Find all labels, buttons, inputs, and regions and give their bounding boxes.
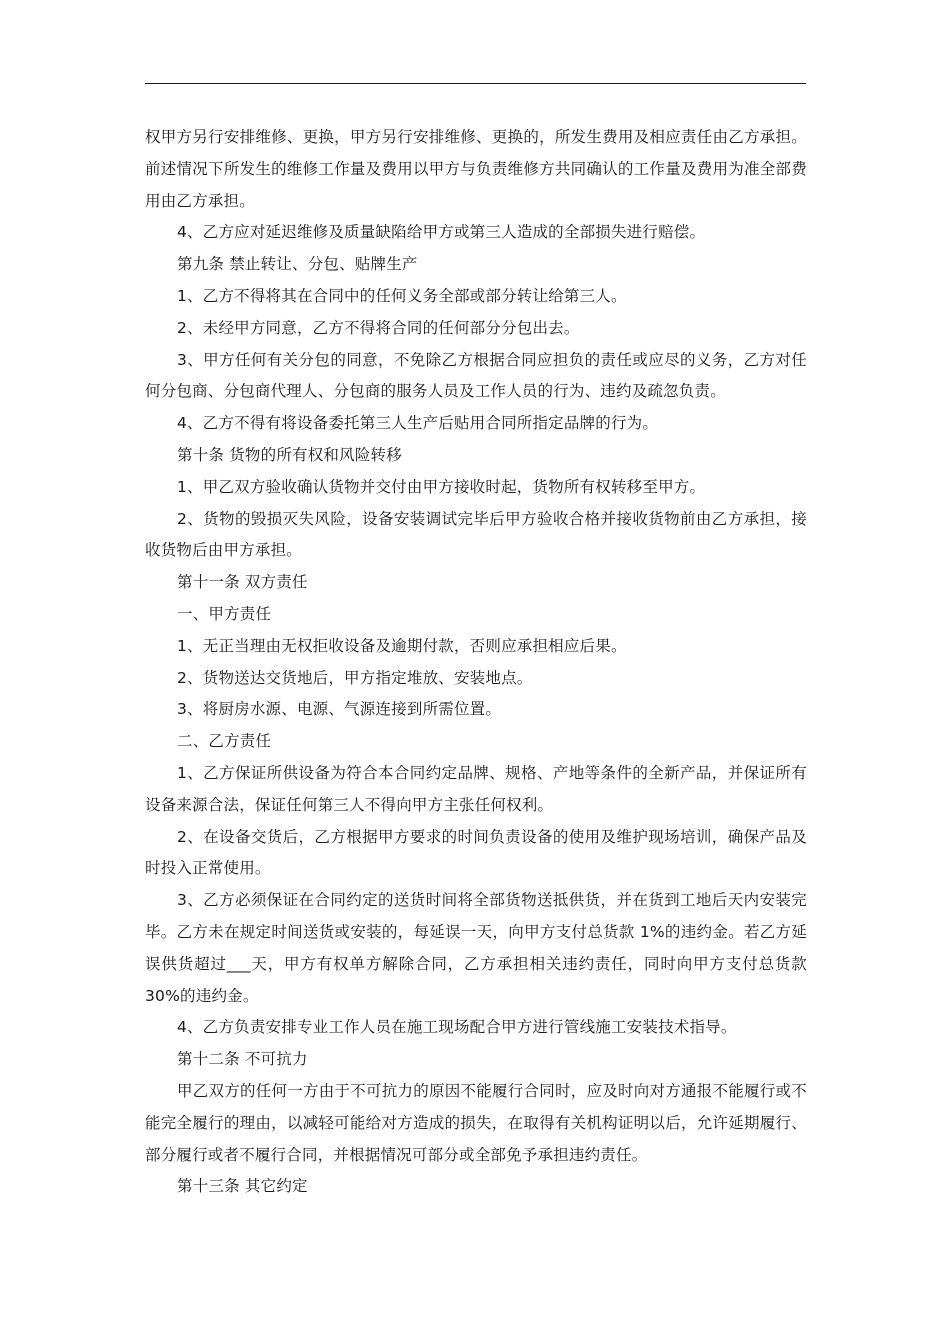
paragraph: 2、未经甲方同意，乙方不得将合同的任何部分分包出去。 — [177, 318, 580, 337]
paragraph: 3、将厨房水源、电源、气源连接到所需位置。 — [177, 700, 502, 719]
paragraph: 2、货物送达交货地后，甲方指定堆放、安装地点。 — [177, 668, 533, 687]
paragraph: 3、甲方任何有关分包的同意，不免除乙方根据合同应担负的责任或应尽的义务，乙方对任何分包商、分包商代理人、分包商的服务人员及工作人员的行为、违约及疏忽负责。 — [145, 350, 807, 401]
section-heading: 第十条 货物的所有权和风险转移 — [177, 445, 402, 464]
paragraph: 权甲方另行安排维修、更换，甲方另行安排维修、更换的，所发生费用及相应责任由乙方承担。前述情况下所发生的维修工作量及费用以甲方与负责维修方共同确认的工作量及费用为准全部费用由乙方承担。 — [145, 128, 807, 210]
paragraph: 2、在设备交货后，乙方根据甲方要求的时间负责设备的使用及维护现场培训，确保产品及时投入正常使用。 — [145, 827, 807, 878]
paragraph: 甲乙双方的任何一方由于不可抗力的原因不能履行合同时，应及时向对方通报不能履行或不能完全履行的理由，以减轻可能给对方造成的损失，在取得有关机构证明以后，允许延期履行、部分履行或者不履行合同，并根据情况可部分或全部免予承担违约责任。 — [145, 1081, 807, 1164]
paragraph: 1、乙方保证所供设备为符合本合同约定品牌、规格、产地等条件的全新产品，并保证所有设备来源合法，保证任何第三人不得向甲方主张任何权利。 — [145, 763, 807, 814]
paragraph: 3、乙方必须保证在合同约定的送货时间将全部货物送抵供货，并在货到工地后天内安装完毕。乙方未在规定时间送货或安装的，每延误一天，向甲方支付总货款 1%的违约金。若乙方延误供货超过___天，甲方有权单方解除合同，乙方承担相关违约责任，同时向甲方支付总货款 30%的违约金。 — [145, 891, 807, 1005]
paragraph: 4、乙方负责安排专业工作人员在施工现场配合甲方进行管线施工安装技术指导。 — [177, 1018, 737, 1037]
sub-heading: 二、乙方责任 — [177, 732, 272, 751]
paragraph: 4、乙方不得有将设备委托第三人生产后贴用合同所指定品牌的行为。 — [177, 414, 659, 433]
paragraph: 2、货物的毁损灭失风险，设备安装调试完毕后甲方验收合格并接收货物前由乙方承担，接收货物后由甲方承担。 — [145, 509, 807, 560]
section-heading: 第十一条 双方责任 — [177, 573, 308, 592]
sub-heading: 一、甲方责任 — [177, 604, 272, 623]
paragraph: 4、乙方应对延迟维修及质量缺陷给甲方或第三人造成的全部损失进行赔偿。 — [177, 223, 706, 242]
paragraph: 1、甲乙双方验收确认货物并交付由甲方接收时起，货物所有权转移至甲方。 — [177, 477, 706, 496]
section-heading: 第十三条 其它约定 — [177, 1177, 308, 1196]
section-heading: 第十二条 不可抗力 — [177, 1050, 308, 1069]
paragraph: 1、无正当理由无权拒收设备及逾期付款，否则应承担相应后果。 — [177, 636, 627, 655]
section-heading: 第九条 禁止转让、分包、贴牌生产 — [177, 255, 418, 274]
header-rule — [145, 83, 806, 84]
document-body — [145, 122, 807, 1203]
paragraph: 1、乙方不得将其在合同中的任何义务全部或部分转让给第三人。 — [177, 286, 627, 305]
